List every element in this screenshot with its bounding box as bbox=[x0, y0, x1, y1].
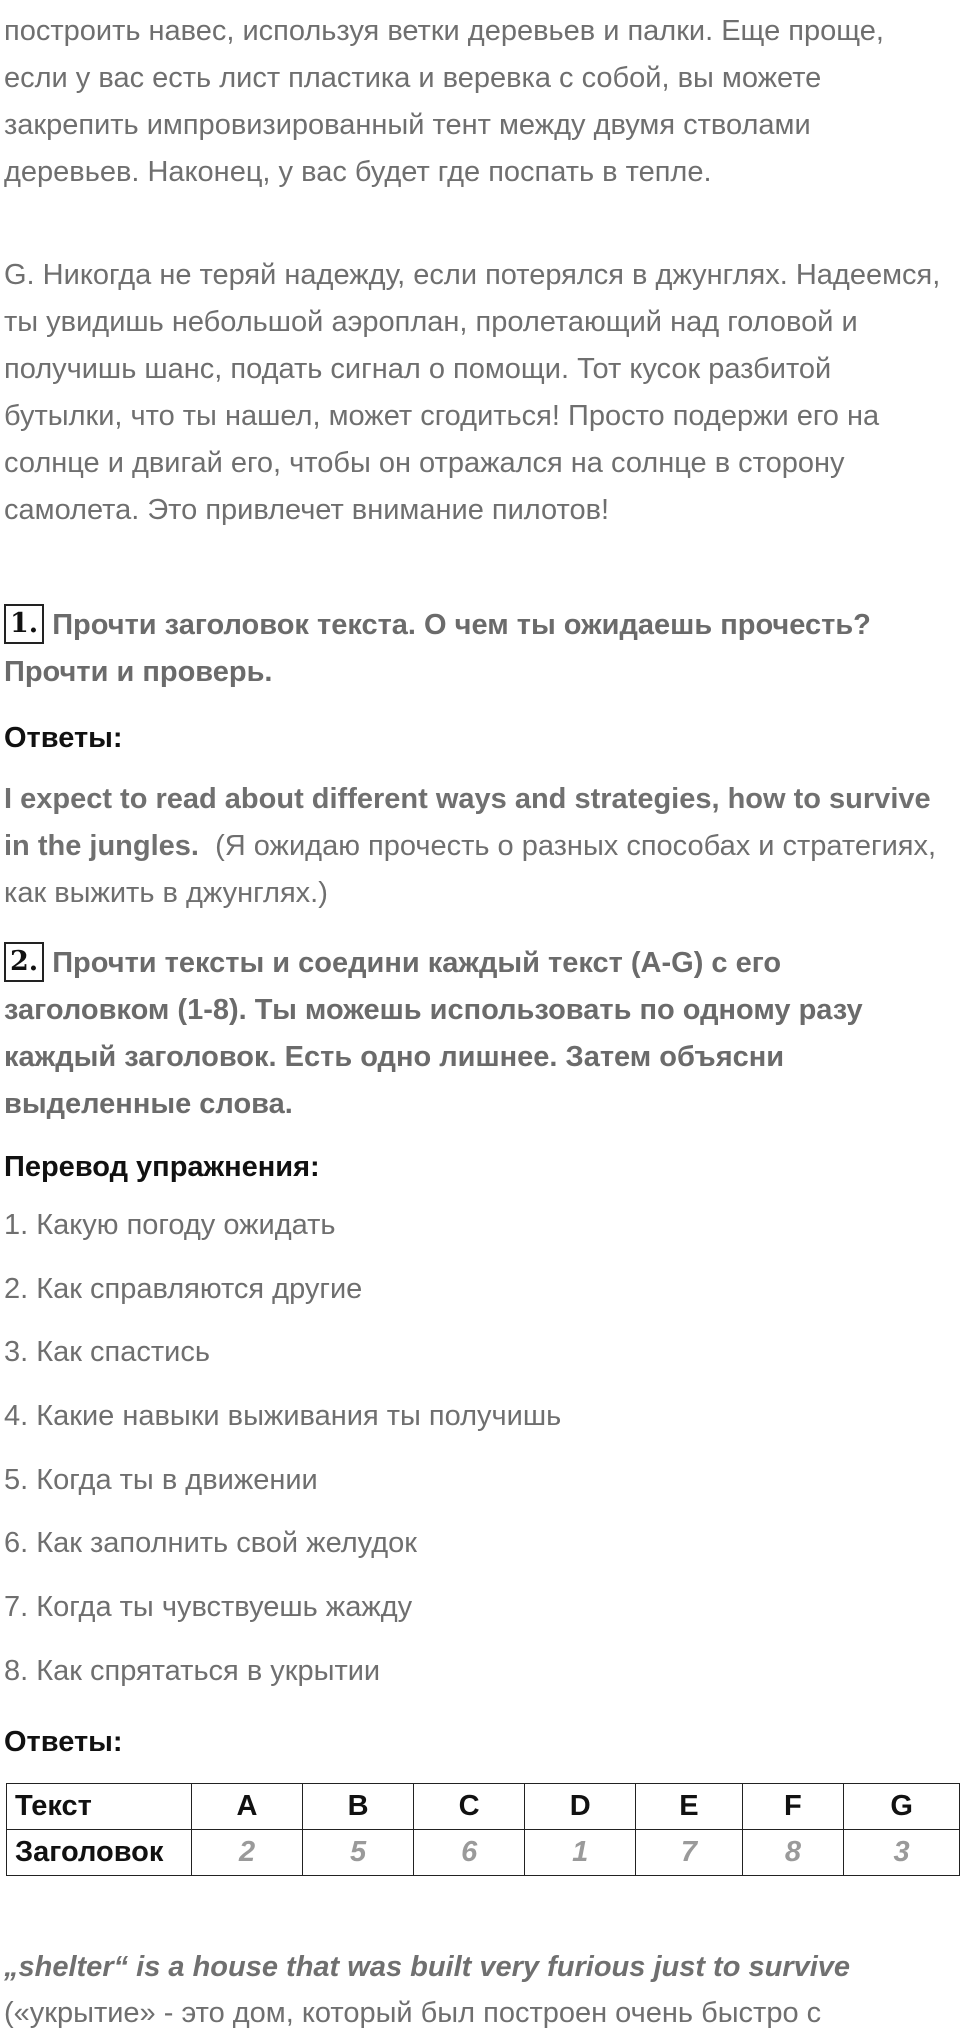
list-item: 3. Как спастись bbox=[4, 1336, 210, 1369]
word-explanation bbox=[4, 1944, 960, 2036]
task-1-text: Прочти заголовок текста. О чем ты ожидаешь прочесть? Прочти и проверь. bbox=[4, 609, 871, 688]
text-part-g: G. Никогда не теряй надежду, если потерялся в джунглях. Надеемся, ты увидишь небольшой аэроплан, пролетающий над головой и получишь шанс, подать сигнал о помощи. Тот кусок разбитой бутылки, что ты нашел, может сгодиться! Просто подержи его на солнце и двигай его, чтобы он отражался на солнце в сторону самолета. Это привлечет внимание пилотов! bbox=[4, 259, 941, 526]
table-cell-letter: C bbox=[414, 1784, 525, 1830]
list-item: 4. Какие навыки выживания ты получишь bbox=[4, 1400, 562, 1433]
task-1-number: 1. bbox=[4, 604, 44, 644]
table-cell-number: 7 bbox=[636, 1830, 742, 1876]
explanation-ru-line: («укрытие» - это дом, который был построен очень быстро с bbox=[4, 1997, 822, 2029]
table-cell-number: 5 bbox=[303, 1830, 414, 1876]
row-label-text: Текст bbox=[7, 1784, 192, 1830]
task-2-number: 2. bbox=[4, 942, 44, 982]
task-2-translation-heading: Перевод упражнения: bbox=[4, 1151, 320, 1183]
list-item: 7. Когда ты чувствуешь жажду bbox=[4, 1591, 413, 1624]
list-item: 8. Как спрятаться в укрытии bbox=[4, 1654, 381, 1687]
list-item: 5. Когда ты в движении bbox=[4, 1463, 318, 1496]
list-item: 2. Как справляются другие bbox=[4, 1272, 363, 1305]
table-cell-letter: F bbox=[742, 1784, 844, 1830]
task-1-answer-en: I expect to read about different ways and strategies, how to survive in the jungles. bbox=[4, 783, 931, 862]
table-cell-number: 8 bbox=[742, 1830, 844, 1876]
table-cell-letter: A bbox=[192, 1784, 303, 1830]
table-cell-number: 6 bbox=[414, 1830, 525, 1876]
table-cell-letter: G bbox=[844, 1784, 960, 1830]
row-label-heading: Заголовок bbox=[7, 1830, 192, 1876]
task-1-answers-heading: Ответы: bbox=[4, 722, 123, 754]
task-1-instruction bbox=[4, 602, 950, 696]
list-item: 6. Как заполнить свой желудок bbox=[4, 1527, 417, 1560]
table-cell-letter: D bbox=[525, 1784, 636, 1830]
task-2-instruction bbox=[4, 940, 950, 1128]
headings-list bbox=[4, 1205, 561, 1715]
table-cell-letter: E bbox=[636, 1784, 742, 1830]
list-item: 1. Какую погоду ожидать bbox=[4, 1209, 336, 1241]
table-cell-number: 2 bbox=[192, 1830, 303, 1876]
table-row bbox=[7, 1830, 960, 1876]
task-2-answers-heading: Ответы: bbox=[4, 1726, 123, 1758]
explanation-term-line: „shelter“ is a house that was built very furious just to survive bbox=[4, 1951, 851, 1983]
table-cell-number: 3 bbox=[844, 1830, 960, 1876]
answers-table bbox=[6, 1783, 960, 1876]
task-1-answer bbox=[4, 776, 950, 917]
table-cell-letter: B bbox=[303, 1784, 414, 1830]
table-row bbox=[7, 1784, 960, 1830]
task-2-text: Прочти тексты и соедини каждый текст (A-G) с его заголовком (1-8). Ты можешь использовать по одному разу каждый заголовок. Есть одно лишнее. Затем объясни выделенные слова. bbox=[4, 947, 863, 1120]
table-cell-number: 1 bbox=[525, 1830, 636, 1876]
task-1-answer-ru: (Я ожидаю прочесть о разных способах и стратегиях, как выжить в джунглях.) bbox=[4, 830, 937, 909]
text-part-f-end: построить навес, используя ветки деревьев и палки. Еще проще, если у вас есть лист пластика и веревка с собой, вы можете закрепить импровизированный тент между двумя стволами деревьев. Наконец, у вас будет где поспать в тепле. bbox=[4, 15, 884, 188]
